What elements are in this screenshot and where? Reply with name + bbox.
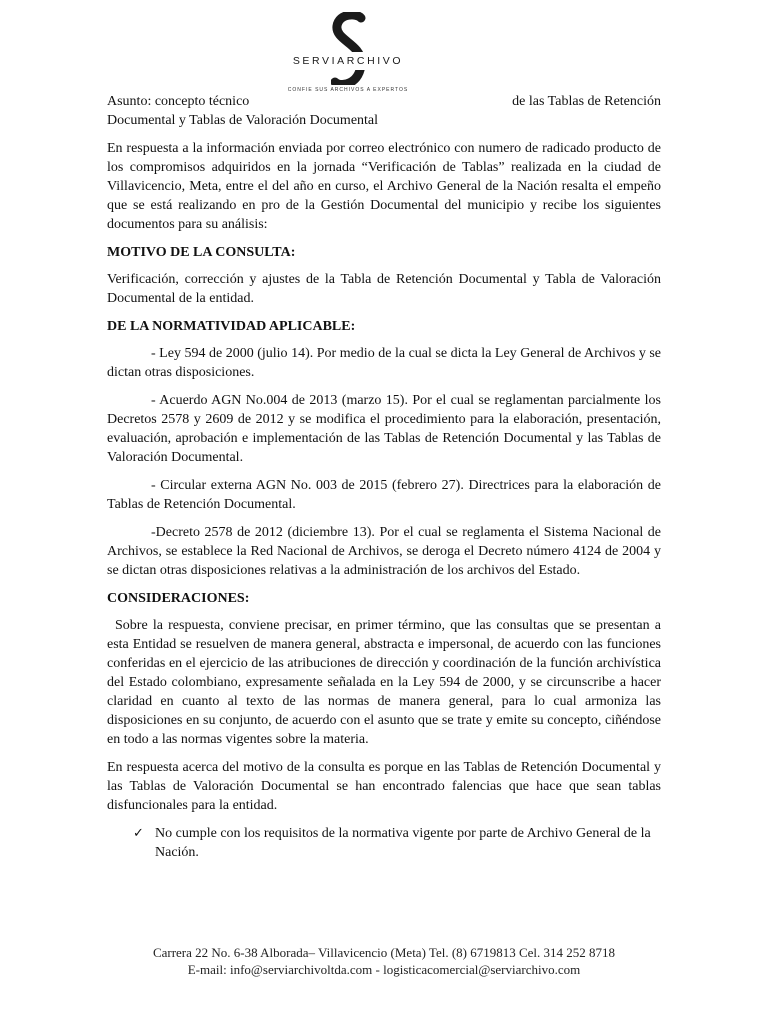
logo-company-name: SERVIARCHIVO xyxy=(283,52,413,70)
footer-address: Carrera 22 No. 6-38 Alborada– Villavicencio (Meta) Tel. (8) 6719813 Cel. 314 252 8718 xyxy=(152,945,616,960)
page-footer xyxy=(0,944,768,978)
check-item-text: No cumple con los requisitos de la normativa vigente por parte de Archivo General de la Nación. xyxy=(155,826,651,860)
norm-item-acuerdo-004: - Acuerdo AGN No.004 de 2013 (marzo 15). Por el cual se reglamentan parcialmente los Decretos 2578 y 2609 de 2012 y se modifica el procedimiento para la elaboración, presentación, evaluación, aprobación e implementación de las Tablas de Retención Documental y las Tablas de Valoración Documental. xyxy=(107,393,661,465)
logo-tagline: CONFIE SUS ARCHIVOS A EXPERTOS xyxy=(283,85,413,95)
norm-item-decreto-2578: -Decreto 2578 de 2012 (diciembre 13). Por el cual se reglamenta el Sistema Nacional de Archivos, se establece la Red Nacional de Archivos, se deroga el Decreto número 4124 de 2004 y se dictan otras disposiciones relativas a la administración de los archivos del Estado. xyxy=(107,525,661,578)
company-logo xyxy=(283,12,413,94)
consideraciones-paragraph-2: En respuesta acerca del motivo de la consulta es porque en las Tablas de Retención Documental y las Tablas de Valoración Documental se han encontrado falencias que hace que sean tablas disfuncionales para la entidad. xyxy=(107,760,661,813)
norm-item-circular-003: - Circular externa AGN No. 003 de 2015 (febrero 27). Directrices para la elaboración de Tablas de Retención Documental. xyxy=(107,478,661,512)
subject-line-2: Documental y Tablas de Valoración Documental xyxy=(107,113,379,128)
motivo-paragraph: Verificación, corrección y ajustes de la Tabla de Retención Documental y Tabla de Valoración Documental de la entidad. xyxy=(107,272,661,306)
check-list-item xyxy=(107,824,661,862)
norm-item-ley-594: - Ley 594 de 2000 (julio 14). Por medio de la cual se dicta la Ley General de Archivos y se dictan otras disposiciones. xyxy=(107,346,661,380)
checkmark-icon: ✓ xyxy=(133,826,144,841)
subject-left: Asunto: concepto técnico xyxy=(107,94,250,109)
footer-email: E-mail: info@serviarchivoltda.com - logisticacomercial@serviarchivo.com xyxy=(187,962,581,977)
motivo-heading: MOTIVO DE LA CONSULTA: xyxy=(107,245,296,260)
consideraciones-paragraph-1: Sobre la respuesta, conviene precisar, en primer término, que las consultas que se presentan a esta Entidad se resuelven de manera general, abstracta e impersonal, de acuerdo con las funciones conferidas en el ejercicio de las atribuciones de dirección y coordinación de la función archivística del Estado colombiano, expresamente señalada en la Ley 594 de 2000, y se circunscribe a hacer claridad en cuanto al texto de las normas de manera general, para lo cual armoniza las disposiciones en su conjunto, de acuerdo con el asunto que se trate y emite su concepto, ciñéndose en todo a las normas vigentes sobre la materia. xyxy=(107,618,661,747)
subject-line-1 xyxy=(107,92,661,111)
intro-paragraph: En respuesta a la información enviada por correo electrónico con numero de radicado producto de los compromisos adquiridos en la jornada “Verificación de Tablas” realizada en la ciudad de Villavicencio, Meta, entre el del año en curso, el Archivo General de la Nación resalta el empeño que se está realizando en pro de la Gestión Documental del municipio y recibe los siguientes documentos para su análisis: xyxy=(107,141,661,232)
document-body xyxy=(107,92,661,871)
consideraciones-heading: CONSIDERACIONES: xyxy=(107,591,250,606)
subject-block xyxy=(107,92,661,130)
normatividad-heading: DE LA NORMATIVIDAD APLICABLE: xyxy=(107,319,356,334)
subject-right: de las Tablas de Retención xyxy=(512,94,661,109)
